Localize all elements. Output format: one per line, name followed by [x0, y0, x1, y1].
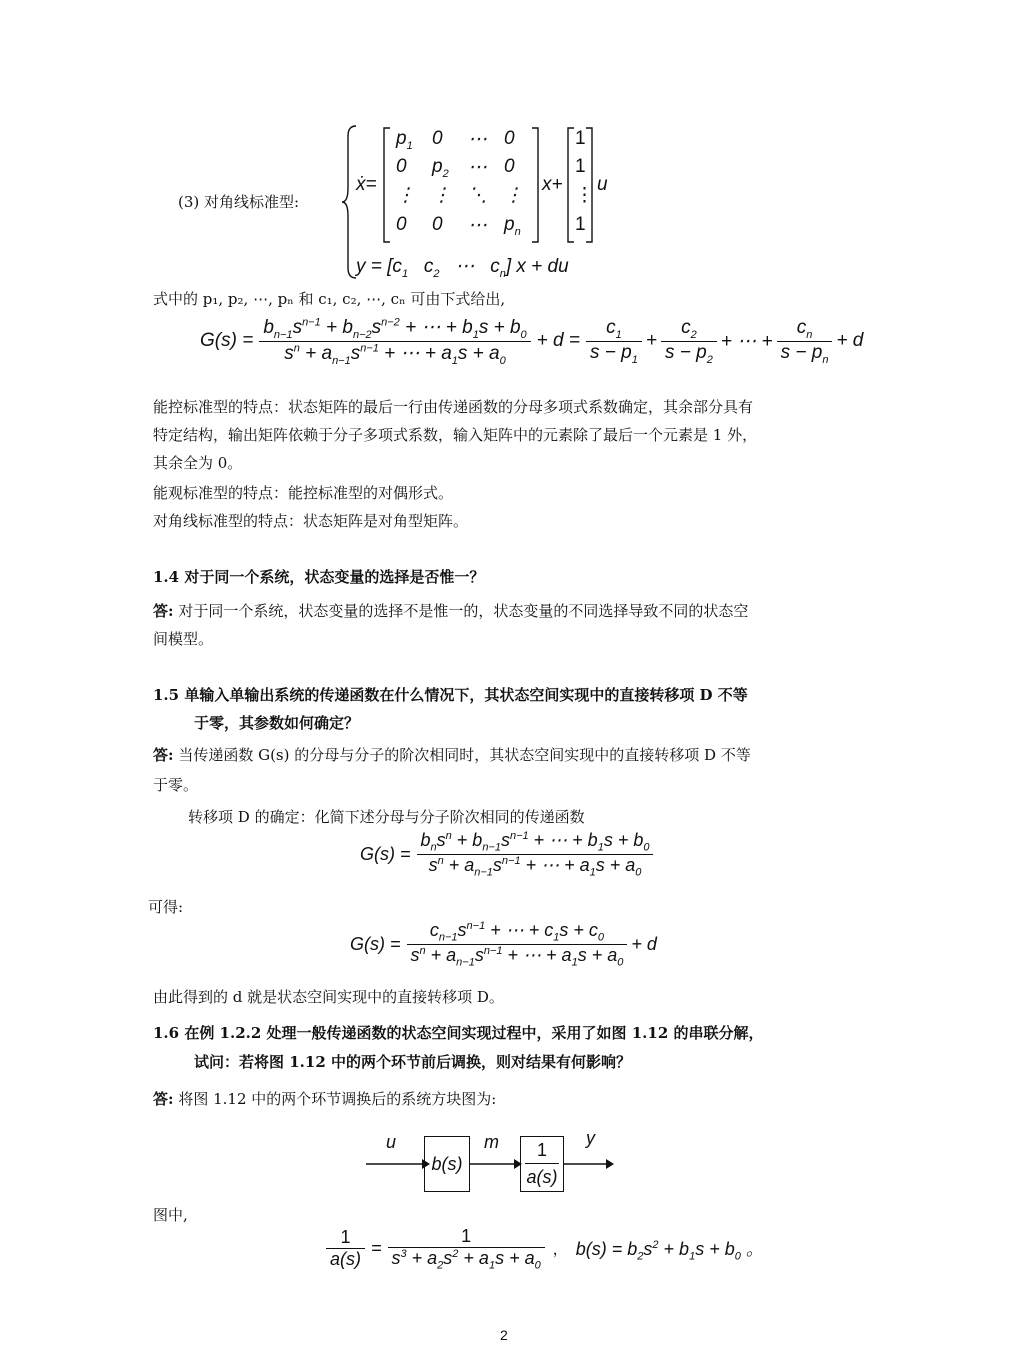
- output-y-label: y: [586, 1128, 595, 1148]
- diag-feature: 对角线标准型的特点：状态矩阵是对角型矩阵。: [153, 512, 469, 530]
- answer-1-4-line1: 答: 对于同一个系统，状态变量的选择不是惟一的，状态变量的不同选择导致不同的状态空: [153, 602, 749, 620]
- answer-1-5-conclusion: 由此得到的 d 就是状态空间实现中的直接转移项 D。: [153, 988, 504, 1006]
- answer-1-5-line3: 转移项 D 的确定：化简下述分母与分子阶次相同的传递函数: [188, 808, 585, 826]
- question-1-4: 1.4 对于同一个系统，状态变量的选择是否惟一？: [153, 568, 485, 586]
- signal-m-label: m: [484, 1132, 499, 1152]
- question-1-6-line1: 1.6 在例 1.2.2 处理一般传递函数的状态空间实现过程中，采用了如图 1.12 的串联分解，: [153, 1024, 764, 1042]
- gs-equation-2: G(s) = $\frac{b_ns^n + b_{n-1}s^{n-1} + \cdots + b_1s + b_0}{s^n + a_{n-1}s^{n-1} + \cdots + a_1s + a_0}$: [360, 830, 653, 878]
- where-text: 式中的 p₁, p₂, ⋯, pₙ 和 c₁, c₂, ⋯, cₙ 可由下式给出,: [153, 290, 506, 308]
- answer-1-5-line1: 答: 当传递函数 G(s) 的分母与分子的阶次相同时，其状态空间实现中的直接转移项 D 不等: [153, 746, 751, 764]
- answer-1-5-line2: 于零。: [153, 776, 199, 794]
- kede-text: 可得:: [148, 898, 184, 916]
- tuzhong-text: 图中,: [153, 1206, 188, 1224]
- answer-1-4-line2: 间模型。: [153, 630, 214, 648]
- gs-equation-1: G(s) = $\frac{b_{n-1}s^{n-1} + b_{n-2}s^{n-2} + \cdots + b_1s + b_0}{s^n + a_{n-1}s^{n-1} + \cdots + a_1s + a_0}$ + d = $\frac{c_1}{s - p_1}$ + $\frac{c_2}{s - p_2}$ + ⋯ + $\frac{c_n}{s - p_n}$ + d: [200, 316, 864, 367]
- answer-1-6-line1: 答: 将图 1.12 中的两个环节调换后的系统方块图为:: [153, 1090, 497, 1108]
- question-1-5-line1: 1.5 单输入单输出系统的传递函数在什么情况下，其状态空间实现中的直接转移项 D 不等: [153, 686, 748, 704]
- question-1-5-line2: 于零，其参数如何确定？: [194, 714, 360, 732]
- block-1-over-a: 1 a(s): [520, 1136, 564, 1192]
- block-diagram: [360, 1128, 620, 1198]
- obs-feature: 能观标准型的特点：能控标准型的对偶形式。: [153, 484, 454, 502]
- ctrl-feature-line3: 其余全为 0。: [153, 454, 243, 472]
- block-b: b(s): [424, 1136, 470, 1192]
- output-equation: $y = [c_1$ $c_2$ ⋯ $c_n$] x + du: [356, 256, 569, 280]
- question-1-6-line2: 试问：若将图 1.12 中的两个环节前后调换，则对结果有何影响？: [194, 1053, 631, 1071]
- eq-a-and-b: $\frac{1}{a(s)}$ = $\frac{1}{s^3 + a_2s^2 + a_1s + a_0}$ ， $b(s) = b_2s^2 + b_1s + b_0$ 。: [326, 1226, 764, 1272]
- a-matrix: $p_1$ 0 ⋯ 0 0 $p_2$ ⋯ 0 ⋮ ⋮ ⋱ ⋮ 0 0 ⋯ $p_n$: [396, 128, 523, 238]
- gs-equation-3: G(s) = $\frac{c_{n-1}s^{n-1} + \cdots + c_1s + c_0}{s^n + a_{n-1}s^{n-1} + \cdots + a_1s + a_0}$ + d: [350, 920, 657, 969]
- ctrl-feature-line1: 能控标准型的特点：状态矩阵的最后一行由传递函数的分母多项式系数确定，其余部分具有: [153, 398, 754, 416]
- b-vector: 1 1 ⋮ 1: [575, 128, 594, 235]
- u-symbol: u: [597, 174, 608, 195]
- input-u-label: u: [386, 1132, 397, 1152]
- x-plus: x+: [542, 174, 563, 195]
- ctrl-feature-line2: 特定结构，输出矩阵依赖于分子多项式系数，输入矩阵中的元素除了最后一个元素是 1 外，: [153, 426, 758, 444]
- diag-label: (3) 对角线标准型:: [178, 193, 300, 211]
- xdot: ẋ=: [356, 174, 377, 195]
- page-number: 2: [500, 1327, 508, 1343]
